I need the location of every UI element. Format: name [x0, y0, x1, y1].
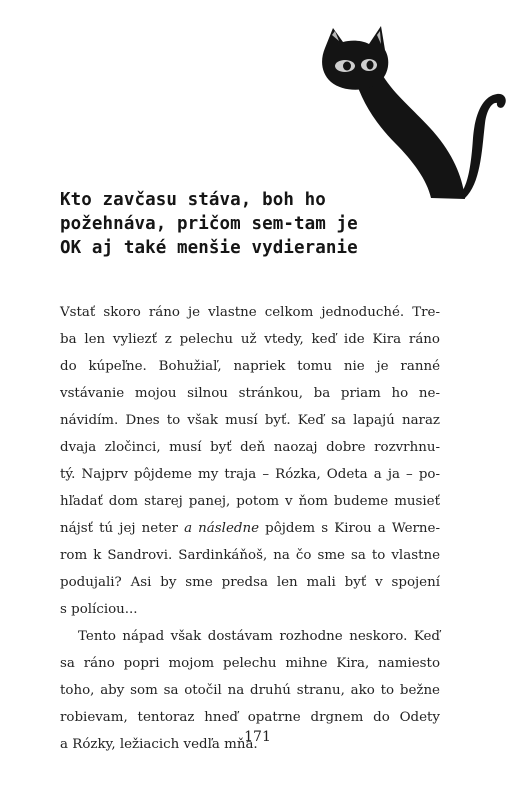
text-line: hľadať dom starej panej, potom v ňom budeme musieť	[60, 494, 440, 509]
chapter-title-line: Kto zavčasu stáva, boh ho	[60, 190, 326, 210]
text-line: vstávanie mojou silnou stránkou, ba priam ho ne-	[60, 386, 440, 401]
text-line: do kúpeľne. Bohužiaľ, napriek tomu nie je ranné	[60, 359, 440, 374]
text-segment: nájsť tú jej neter	[60, 521, 178, 536]
body-text	[60, 299, 440, 758]
chapter-title	[60, 188, 420, 260]
text-line	[60, 515, 440, 542]
text-line: návidím. Dnes to však musí byť. Keď sa lapajú naraz	[60, 413, 440, 428]
text-line: robievam, tentoraz hneď opatrne drgnem do Odety	[60, 710, 440, 725]
chapter-title-line: požehnáva, pričom sem-tam je	[60, 214, 358, 234]
cat-pupil-left	[343, 62, 351, 71]
text-line: a Rózky, ležiacich vedľa mňa.	[60, 737, 258, 752]
text-line: dvaja zločinci, musí byť deň naozaj dobre rozvrhnu-	[60, 440, 440, 455]
text-segment: pôjdem s Kirou a Werne-	[265, 521, 440, 536]
text-line: tý. Najprv pôjdeme my traja – Rózka, Odeta a ja – po-	[60, 467, 440, 482]
cat-pupil-right	[367, 61, 374, 70]
text-line: Tento nápad však dostávam rozhodne neskoro. Keď	[78, 629, 440, 644]
black-cat-illustration	[305, 18, 510, 203]
text-line: rom k Sandrovi. Sardinkáňoš, na čo sme sa to vlastne	[60, 548, 440, 563]
text-line: s políciou...	[60, 602, 138, 617]
text-line: Vstať skoro ráno je vlastne celkom jednoduché. Tre-	[60, 305, 440, 320]
text-line: sa ráno popri mojom pelechu mihne Kira, namiesto	[60, 656, 440, 671]
text-line: ba len vyliezť z pelechu už vtedy, keď ide Kira ráno	[60, 332, 440, 347]
text-line: podujali? Asi by sme predsa len mali byť v spojení	[60, 575, 440, 590]
italic-emphasis: a následne	[184, 521, 259, 536]
chapter-title-line: OK aj také menšie vydieranie	[60, 238, 358, 258]
page-number: 171	[244, 729, 271, 745]
cat-body	[355, 76, 465, 199]
text-line: toho, aby som sa otočil na druhú stranu, ako to bežne	[60, 683, 440, 698]
